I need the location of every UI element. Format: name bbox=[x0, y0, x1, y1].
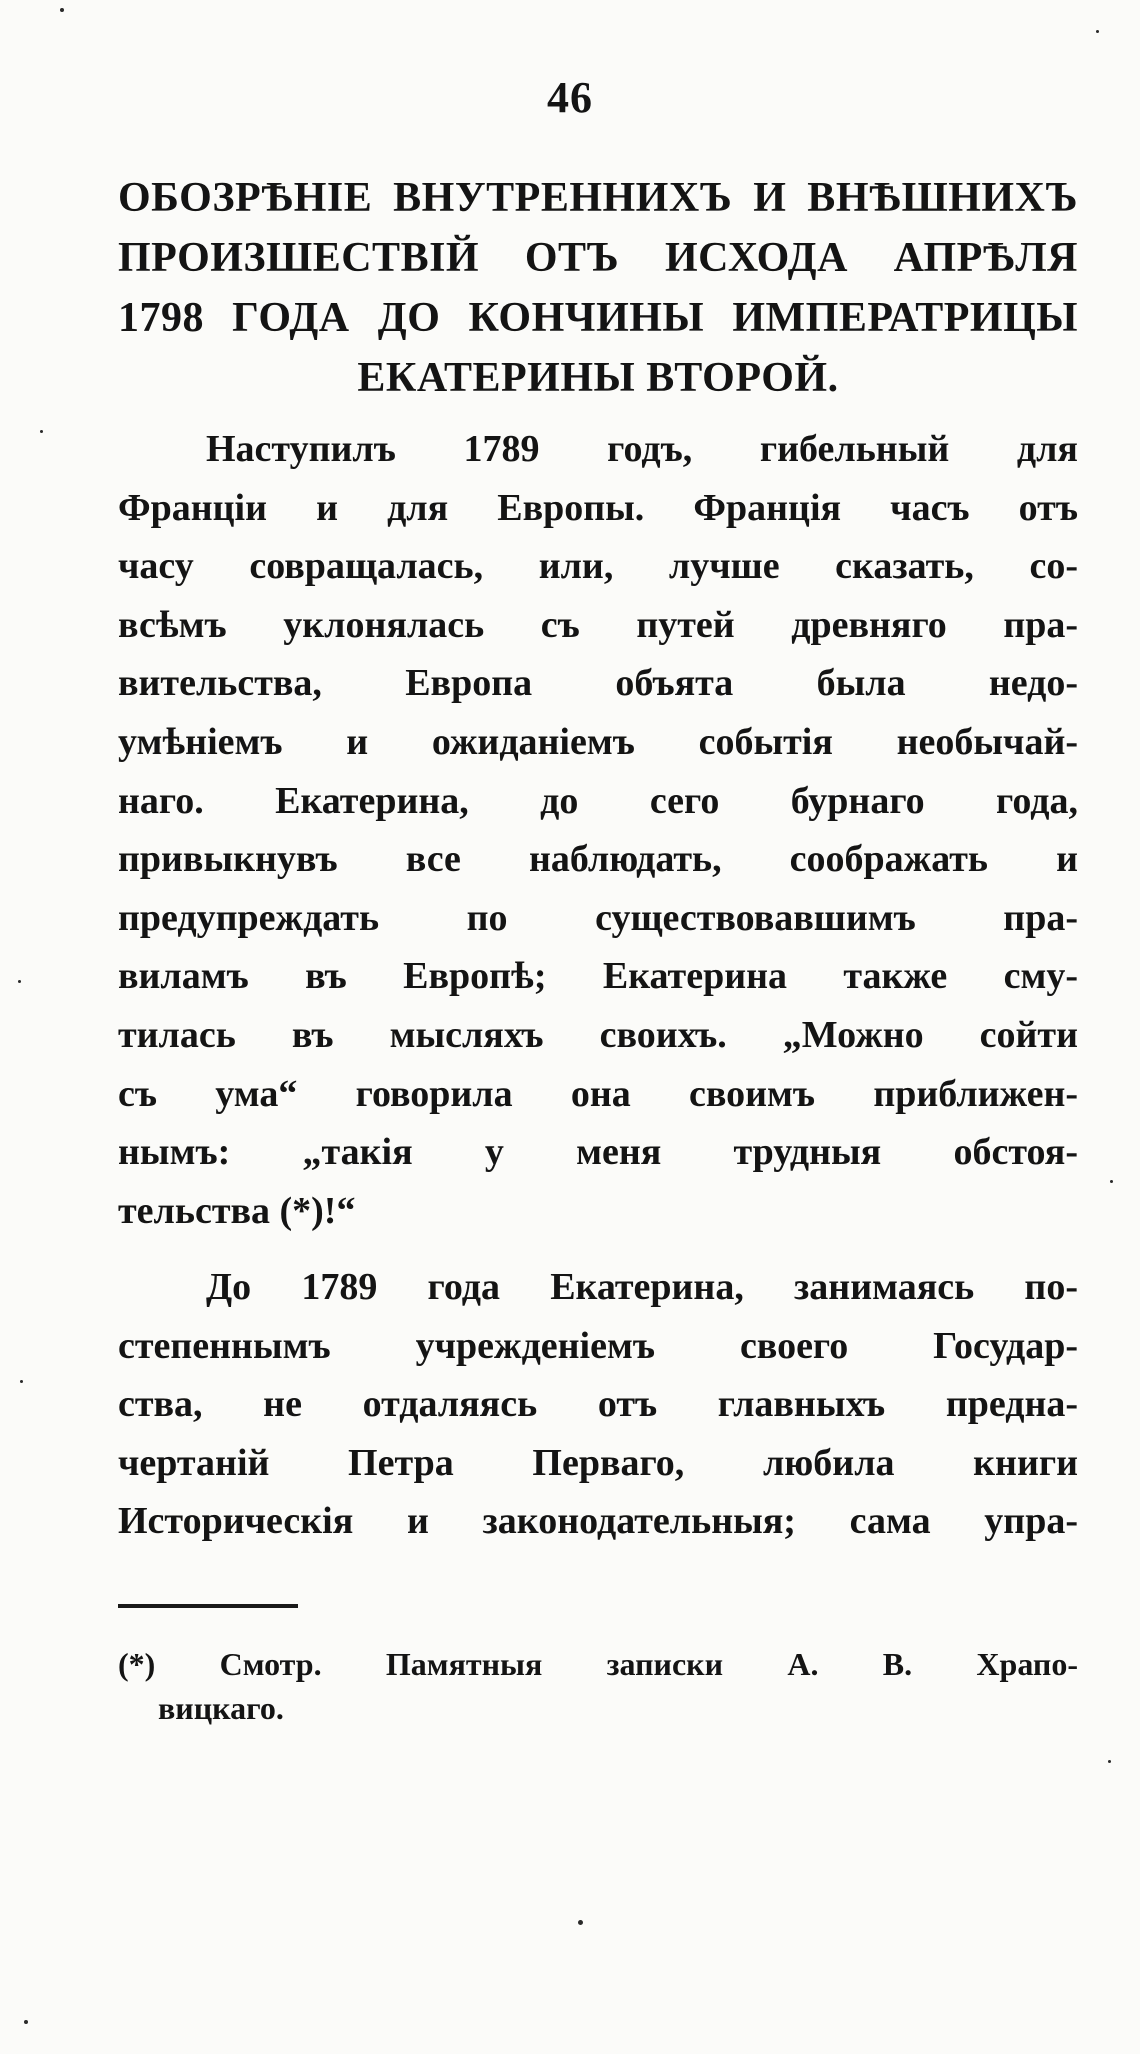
text-line: наго. Екатерина, до сего бурнаго года, bbox=[118, 779, 1078, 822]
text-line: умѣніемъ и ожиданіемъ событія необычай- bbox=[118, 720, 1078, 763]
text-line: нымъ: „такія у меня трудныя обстоя- bbox=[118, 1131, 1078, 1174]
paper-speck bbox=[40, 430, 43, 433]
title-line: 1798 ГОДА ДО КОНЧИНЫ ИМПЕРАТРИЦЫ bbox=[118, 295, 1078, 341]
text-line: степеннымъ учрежденіемъ своего Государ- bbox=[118, 1324, 1078, 1367]
footnote-divider bbox=[118, 1604, 298, 1608]
title-line: ПРОИЗШЕСТВІЙ ОТЪ ИСХОДА АПРѢЛЯ bbox=[118, 235, 1078, 281]
text-line: Наступилъ 1789 годъ, гибельный для bbox=[206, 428, 1078, 470]
paper-speck bbox=[60, 8, 64, 12]
page-number: 46 bbox=[547, 73, 593, 122]
paper-speck bbox=[24, 2020, 28, 2024]
text-line: тилась въ мысляхъ своихъ. „Можно сойти bbox=[118, 1013, 1078, 1056]
chapter-title bbox=[118, 168, 1078, 408]
text-line: ства, не отдаляясь отъ главныхъ предна- bbox=[118, 1383, 1078, 1426]
paper-speck bbox=[18, 980, 21, 983]
text-line: Историческія и законодательныя; сама упра- bbox=[118, 1500, 1078, 1543]
title-line: ОБОЗРѢНІЕ ВНУТРЕННИХЪ И ВНѢШНИХЪ bbox=[118, 175, 1078, 221]
text-line: Франціи и для Европы. Франція часъ отъ bbox=[118, 486, 1078, 529]
text-line: часу совращалась, или, лучше сказать, со- bbox=[118, 545, 1078, 588]
paragraph-1 bbox=[118, 420, 1078, 1240]
text-line: привыкнувъ все наблюдать, соображать и bbox=[118, 838, 1078, 881]
title-line: ЕКАТЕРИНЫ ВТОРОЙ. bbox=[357, 355, 839, 401]
paper-speck bbox=[1096, 30, 1099, 33]
text-line: вительства, Европа объята была недо- bbox=[118, 662, 1078, 705]
paper-speck bbox=[578, 1920, 583, 1925]
text-line: До 1789 года Екатерина, занимаясь по- bbox=[206, 1266, 1078, 1308]
paper-speck bbox=[1110, 1180, 1113, 1183]
footnote-line: вицкаго. bbox=[158, 1690, 284, 1726]
footnote-line: (*) Смотр. Памятныя записки А. В. Храпо- bbox=[118, 1646, 1078, 1682]
paper-speck bbox=[20, 1380, 23, 1383]
text-line: съ ума“ говорила она своимъ приближен- bbox=[118, 1072, 1078, 1115]
footnote bbox=[118, 1642, 1078, 1730]
paper-speck bbox=[1108, 1760, 1111, 1763]
text-line: тельства (*)!“ bbox=[118, 1189, 356, 1232]
text-line: виламъ въ Европѣ; Екатерина также сму- bbox=[118, 955, 1078, 998]
text-line: всѣмъ уклонялась съ путей древняго пра- bbox=[118, 603, 1078, 646]
text-line: предупреждать по существовавшимъ пра- bbox=[118, 896, 1078, 939]
paragraph-2 bbox=[118, 1258, 1078, 1551]
text-line: чертаній Петра Перваго, любила книги bbox=[118, 1441, 1078, 1484]
